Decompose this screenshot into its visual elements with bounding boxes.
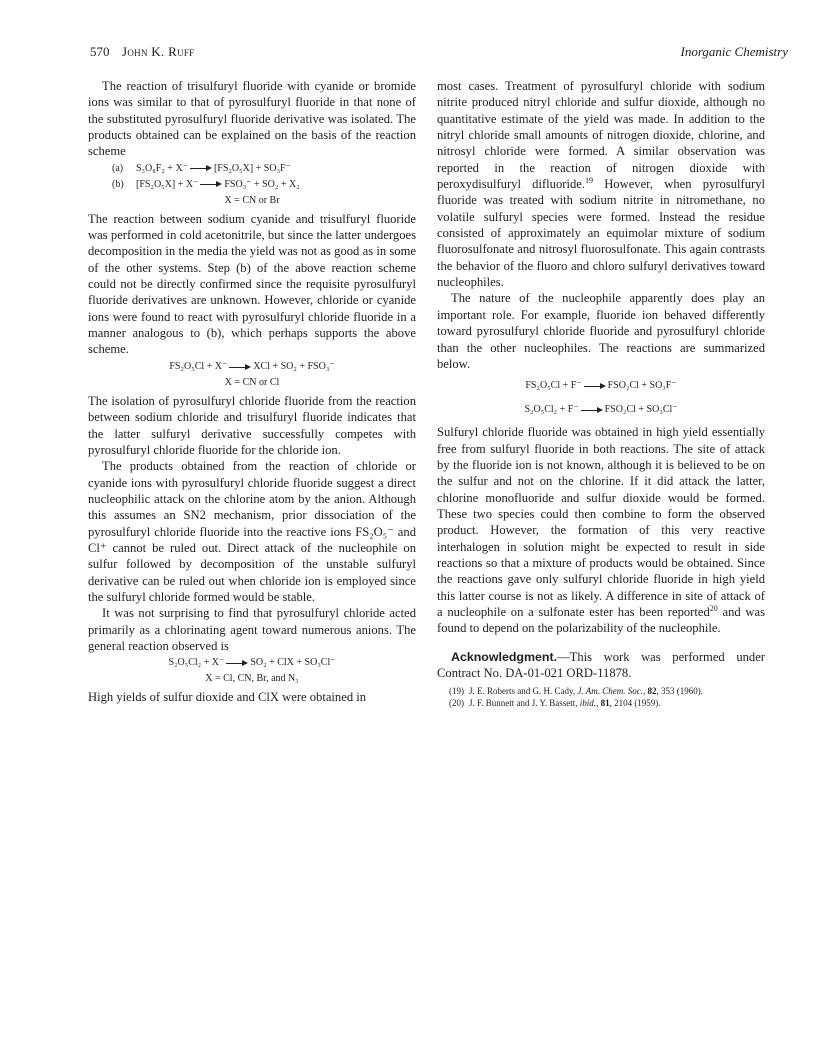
reaction-arrow-icon	[200, 180, 222, 188]
reaction-equations: FS₂O₅Cl + F⁻ FSO₂Cl + SO₃F⁻ S₂O₅Cl₂ + F⁻ FSO₂Cl + SO₃Cl⁻	[524, 380, 678, 416]
reaction-scheme	[88, 161, 416, 209]
running-header	[88, 44, 788, 64]
reaction-condition: X = CN or Cl	[224, 376, 280, 388]
reaction-equation: FS₂O₅Cl + X⁻ XCl + SO₂ + FSO₃⁻ X = CN or Cl	[88, 359, 416, 391]
paragraph: The reaction between sodium cyanide and trisulfuryl fluoride was performed in cold acetonitrile, but since the latter undergoes decomposition in the media the yield was not as good as in some of the other systems. Step (b) of the above reaction scheme could not be directly confirmed since the requisite pyrosulfuryl fluoride derivatives are unknown. However, chloride or cyanide ions were found to react with pyrosulfuryl chloride fluoride in a manner analogous to (b), which perhaps supports the above scheme.	[88, 211, 416, 357]
paragraph: The reaction of trisulfuryl fluoride with cyanide or bromide ions was similar to that of pyrosulfuryl fluoride in that none of the substituted pyrosulfuryl fluoride derivative was isolated. The products obtained can be explained on the basis of the reaction scheme	[88, 79, 416, 159]
reference-item: (20) J. F. Bunnett and J. Y. Bassett, ibid., 81, 2104 (1959).	[449, 698, 661, 709]
journal-page	[88, 44, 788, 709]
acknowledgment-heading: Acknowledgment.	[451, 649, 558, 664]
reaction-step-b: (b) [FS₂O₅X] + X⁻ FSO₃⁻ + SO₂ + X₂	[112, 178, 300, 190]
acknowledgment: Acknowledgment.—This work was performed under Contract No. DA-01-021 ORD-11878.	[437, 649, 765, 680]
reaction-arrow-icon	[584, 382, 606, 390]
paragraph: most cases. Treatment of pyrosulfuryl chloride with sodium nitrite produced nitryl chloride and sulfur dioxide, although no quantitative estimate of the yield was made. In addition to the nitryl chloride small amounts of nitrogen dioxide, chlorine, and nitrosyl chloride were formed. A similar observation was reported in the reaction of nitrogen dioxide with peroxydisulfuryl difluoride.$^{19}$ However, when pyrosulfuryl fluoride was treated with sodium nitrite in nitromethane, no volatile sulfuryl species were formed. Instead the residue consisted of approximately an equimolar mixture of sodium fluorosulfonate and nitrosyl fluorosulfonate. This again contrasts the behavior of the fluoro and chloro sulfuryl derivatives toward nucleophiles.	[437, 79, 765, 290]
paragraph: High yields of sulfur dioxide and ClX were obtained in	[88, 690, 367, 705]
reference-item: (19) J. E. Roberts and G. H. Cady, J. Am. Chem. Soc., 82, 353 (1960).	[449, 686, 703, 697]
paragraph: Sulfuryl chloride fluoride was obtained in high yield essentially free from sulfuryl fluoride in both reactions. The site of attack by the fluoride ion is not known, although it is believed to be on the sulfur and not on the chlorine. If it did attack the latter, chlorine monofluoride and sulfur dioxide would be formed. These two species could then combine to form the observed product. However, the formation of this very reactive interhalogen in solution might be expected to result in side reactions so that a mixture of products would be obtained. Since the reactions gave only sulfuryl chloride fluoride in high yield this latter course is not as likely. A difference in site of attack of a nucleophile on a sulfonate ester has been reported$^{20}$ and was found to depend on the polarizability of the nucleophile.	[437, 425, 765, 636]
left-column	[88, 78, 416, 706]
citation-20[interactable]: 20	[709, 603, 718, 613]
right-column	[437, 78, 765, 709]
paragraph: The isolation of pyrosulfuryl chloride fluoride from the reaction between sodium chloride and trisulfuryl fluoride indicates that the latter sulfuryl derivative successfully competes with pyrosulfuryl chloride fluoride for the chloride ion.	[88, 393, 416, 457]
reaction-arrow-icon	[229, 363, 251, 371]
reaction-step-a: (a) S₃O₈F₂ + X⁻ [FS₂O₅X] + SO₃F⁻	[112, 162, 291, 174]
reaction-equation: S₂O₅Cl₂ + X⁻ SO₂ + ClX + SO₃Cl⁻ X = Cl, CN, Br, and N₃	[88, 655, 416, 687]
reaction-condition: X = CN or Br	[224, 194, 280, 206]
citation-19[interactable]: 19	[584, 175, 593, 185]
reaction-arrow-icon	[190, 164, 212, 172]
paragraph: It was not surprising to find that pyrosulfuryl chloride acted primarily as a chlorinating agent toward numerous anions. The general reaction observed is	[88, 606, 416, 653]
paragraph: The nature of the nucleophile apparently does play an important role. For example, fluoride ion behaved differently toward pyrosulfuryl chloride fluoride and pyrosulfuryl chloride than the other nucleophiles. The reactions are summarized below.	[437, 291, 765, 371]
reaction-condition: X = Cl, CN, Br, and N₃	[205, 673, 299, 685]
paragraph: The products obtained from the reaction of chloride or cyanide ions with pyrosulfuryl chloride fluoride suggest a direct nucleophilic attack on the chlorine atom by the anion. Although this assumes an SN2 mechanism, prior dissociation of the pyrosulfuryl chloride fluoride into the reactive ions FS₂O₅⁻ and Cl⁺ cannot be ruled out. Direct attack of the nucleophile on sulfur followed by decomposition of the unstable sulfuryl derivative can be ruled out when chloride ion is employed since the sulfuryl chloride formed would be stable.	[88, 459, 416, 604]
reaction-arrow-icon	[226, 659, 248, 667]
reaction-arrow-icon	[581, 406, 603, 414]
running-author: John K. Ruff	[122, 44, 195, 59]
references	[437, 685, 765, 709]
page-number: 570	[90, 44, 110, 59]
journal-title: Inorganic Chemistry	[680, 44, 788, 59]
